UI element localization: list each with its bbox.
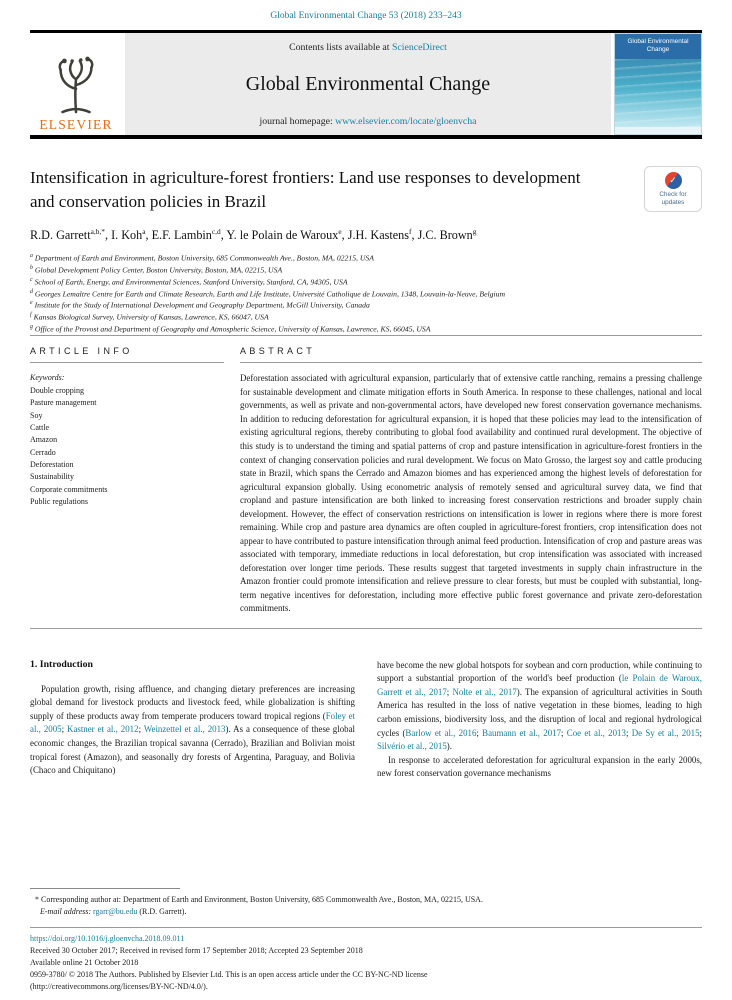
author-affiliation-marker: a,b,*: [90, 226, 105, 236]
author: [342, 228, 412, 242]
elsevier-tree-icon: [49, 56, 103, 116]
keywords-label: Keywords:: [30, 373, 65, 383]
license-url: (http://creativecommons.org/licenses/BY-NC-ND/4.0/).: [30, 982, 208, 991]
author-name[interactable]: I. Koh: [111, 227, 143, 242]
author-name[interactable]: J.C. Brown: [417, 227, 473, 242]
affiliation-marker: c: [30, 276, 33, 283]
affiliation-marker: a: [30, 252, 33, 259]
received-dates: Received 30 October 2017; Received in revised form 17 September 2018; Accepted 23 September 2018: [30, 946, 363, 955]
text-segment: ;: [61, 724, 68, 735]
citation-link[interactable]: Kastner et al., 2012: [67, 724, 139, 735]
homepage-line: [131, 116, 605, 127]
info-abstract-section: [30, 336, 702, 628]
citation-link[interactable]: le Polain de Waroux, Garrett et al., 2017: [377, 673, 702, 697]
text-segment: ;: [138, 724, 144, 735]
body-column-right: [377, 659, 702, 781]
citation-link[interactable]: Baumann et al., 2017: [482, 727, 562, 738]
abstract-column: [240, 346, 702, 616]
doi-link[interactable]: https://doi.org/10.1016/j.gloenvcha.2018.09.011: [30, 934, 185, 943]
keyword: Amazon: [30, 435, 58, 445]
affiliation-text: Office of the Provost and Department of Geography and Atmospheric Science, University of Kansas, Lawrence, KS, 66045, USA: [34, 324, 431, 334]
author-name[interactable]: R.D. Garrett: [30, 227, 91, 242]
email-line: [30, 906, 702, 918]
journal-ref-link[interactable]: Global Environmental Change 53 (2018) 233–243: [270, 11, 462, 21]
running-head: [30, 0, 702, 21]
affiliation-text: Global Development Policy Center, Boston University, Boston, MA, 02215, USA: [34, 265, 283, 275]
keyword: Cattle: [30, 422, 50, 432]
text-segment: have become the new global hotspots for soybean and corn production, while continuing to support a substantial proportion of the world's beef production (: [377, 659, 702, 684]
crossmark-icon: ✓: [665, 172, 682, 189]
intro-paragraph-1: [30, 683, 355, 778]
keyword: Double cropping: [30, 385, 84, 395]
keyword: Sustainability: [30, 472, 74, 482]
author-affiliation-marker: c,d: [211, 226, 221, 236]
elsevier-logo[interactable]: [30, 33, 122, 135]
authors-line: [30, 227, 702, 243]
contents-prefix: Contents lists available at: [289, 42, 392, 53]
affiliation-marker: b: [30, 264, 33, 271]
author-affiliation-marker: g: [472, 226, 477, 236]
article-title: Intensification in agriculture-forest frontiers: Land use responses to development and conservation policies in Brazil: [30, 168, 581, 211]
author: [105, 228, 146, 242]
affiliation-marker: f: [30, 312, 32, 319]
abstract-header: ABSTRACT: [240, 346, 702, 363]
keywords-list: [30, 385, 224, 509]
affiliation-line: [30, 288, 702, 300]
author-name[interactable]: E.F. Lambin: [151, 227, 212, 242]
author-affiliation-marker: a: [142, 226, 146, 236]
journal-title: Global Environmental Change: [245, 73, 491, 95]
intro-paragraph-2: In response to accelerated deforestation for agricultural expansion in the early 2000s, new forest conservation governance mechanisms: [377, 754, 702, 779]
affiliation-marker: d: [30, 288, 33, 295]
journal-header: [30, 33, 702, 135]
keyword: Public regulations: [30, 497, 88, 507]
citation-link[interactable]: Barlow et al., 2016: [405, 727, 477, 738]
body-column-left: [30, 659, 355, 781]
affiliation-text: Georges Lemaître Centre for Earth and Climate Research, Earth and Life Institute, Université Catholique de Louvain, 1348, Louvain-la-Neuve, Belgium: [34, 289, 505, 299]
available-online: Available online 21 October 2018: [30, 958, 139, 967]
author-affiliation-marker: e: [338, 226, 342, 236]
footnote-rule: [30, 888, 180, 889]
keyword: Corporate commitments: [30, 484, 108, 494]
email-suffix: (R.D. Garrett).: [137, 907, 187, 916]
affiliation-marker: g: [30, 324, 33, 331]
text-segment: ;: [699, 727, 703, 738]
article-info-header: ARTICLE INFO: [30, 346, 224, 363]
citation-link[interactable]: Weinzettel et al., 2013: [143, 724, 226, 735]
check-for-updates-badge[interactable]: [644, 166, 702, 212]
affiliation-line: [30, 276, 702, 288]
affiliations-list: [30, 252, 702, 336]
citation-link[interactable]: Foley et al., 2005: [30, 710, 355, 735]
text-segment: ;: [476, 727, 483, 738]
affiliation-marker: e: [30, 300, 33, 307]
footer-rule: [30, 927, 702, 928]
title-row: [30, 166, 702, 214]
author: [221, 228, 342, 242]
author: [30, 228, 105, 242]
abstract-text: Deforestation associated with agricultural expansion, particularly that of extensive cattle ranching, remains a pressing challenge for sustainable development and climate mitigation efforts in South America. In response to these challenges, national and local governments, as well as private and non-governmental actors, have developed new forest conservation governance mechanisms. In addition to reducing deforestation for agricultural expansion, it is hoped that these policies may lead to the intensification of existing agricultural regions, thereby contributing to global food availability and continued rural development. The objective of this study is to understand the timing and spatial patterns of crop and pasture intensification in agriculture-forest frontiers in the context of changing conservation policies and rural development. We focus on Mato Grosso, the largest soy and cattle producing state in Brazil, which spans the Cerrado and Amazon biomes and has experienced among the highest levels of deforestation for agricultural expansion globally. Using econometric analysis of remotely sensed and agricultural survey data, we find that cropland and pasture intensification are both linked to increasing forest conservation restrictions and broader supply chain development. However, the effect of conservation restrictions on intensification is lower in regions where there is more forest remaining. While crop and pasture area dynamics are often coupled in agriculture-forest frontiers, crop intensification does not appear to have contributed to pasture intensification through animal feed production. Intensification of crop and pasture areas was associated with temporary, immediate reductions in local deforestation, but crop intensification was associated with increased deforestation over longer time periods. These results suggest that targeted investments in supply chain infrastructure in the Amazon frontier could promote intensification and relieve pressure to clear forests, but must be coupled with substantial, long-term negative incentives for deforestation, including more effective public forest governance and private zero-deforestation commitments.: [240, 373, 702, 614]
email-link[interactable]: rgarr@bu.edu: [93, 907, 138, 916]
text-segment: ). As a consequence of these global economic changes, the Brazilian tropical savanna (Cerrado), Brazilian and Bolivian moist tropical forest (Amazon), and seasonally dry forests of Argentina, Paraguay, and Bolivia (Chaco and Chiquitano): [30, 724, 355, 776]
affiliation-line: [30, 299, 702, 311]
copyright-line: 0959-3780/ © 2018 The Authors. Published by Elsevier Ltd. This is an open access article under the CC BY-NC-ND license: [30, 970, 428, 979]
elsevier-wordmark: ELSEVIER: [39, 117, 113, 132]
affiliation-line: [30, 311, 702, 323]
text-segment: ).: [446, 741, 452, 752]
affiliation-text: Kansas Biological Survey, University of Kansas, Lawrence, KS, 66047, USA: [33, 312, 269, 322]
text-segment: ). The expansion of agricultural activities in South America has resulted in the loss of native vegetation in these biomes, leading to high carbon emissions, biodiversity loss, and the disruption of local and regional hydrological cycles (: [377, 686, 703, 738]
citation-link[interactable]: Silvério et al., 2015: [377, 741, 447, 752]
intro-paragraph-1-continued: [377, 659, 702, 754]
article-info-column: [30, 346, 224, 616]
author-affiliation-marker: f: [409, 226, 412, 236]
keyword: Soy: [30, 410, 43, 420]
affiliation-line: [30, 252, 702, 264]
cover-artwork: [615, 59, 701, 127]
author-name[interactable]: Y. le Polain de Waroux: [226, 227, 339, 242]
citation-link[interactable]: Coe et al., 2013: [566, 727, 626, 738]
cover-title: Global Environmental Change: [615, 34, 701, 59]
contents-line: [131, 42, 605, 53]
affiliation-text: Institute for the Study of International Development and Geography Department, McGill University, Canada: [34, 301, 370, 311]
citation-link[interactable]: Nolte et al., 2017: [452, 686, 517, 697]
text-segment: ;: [625, 727, 632, 738]
keyword: Cerrado: [30, 447, 56, 457]
section-heading: 1. Introduction: [30, 658, 93, 670]
body-text: [30, 659, 702, 781]
check-for-updates-label: Check for updates: [659, 190, 687, 206]
author-name[interactable]: J.H. Kastens: [347, 227, 409, 242]
affiliation-line: [30, 323, 702, 335]
journal-cover-thumbnail[interactable]: [614, 33, 702, 135]
text-segment: ;: [561, 727, 567, 738]
cover-footer-strip: [615, 127, 701, 134]
header-bottom-rule: [30, 135, 702, 139]
affiliation-text: Department of Earth and Environment, Boston University, 685 Commonwealth Ave., Boston, MA, 02215, USA: [34, 253, 374, 263]
sciencedirect-link[interactable]: ScienceDirect: [391, 42, 447, 53]
keyword: Deforestation: [30, 460, 74, 470]
author: [411, 228, 476, 242]
email-label: E-mail address:: [40, 907, 92, 916]
homepage-prefix: journal homepage:: [259, 116, 336, 127]
affiliation-line: [30, 264, 702, 276]
affiliation-text: School of Earth, Energy, and Environmental Sciences, Stanford University, Stanford, CA, 94305, USA: [34, 277, 348, 287]
journal-masthead: [125, 33, 611, 135]
keyword: Pasture management: [30, 398, 97, 408]
section-divider: [30, 628, 702, 629]
text-segment: Population growth, rising affluence, and changing dietary preferences are increasing global demand for livestock products and livestock feed, while globalization is shifting supply of these products away from temperate producers toward tropical regions (: [30, 683, 355, 721]
corresponding-author-footnote: * Corresponding author at: Department of Earth and Environment, Boston University, 685 Commonwealth Ave., Boston, MA, 02215, USA.: [35, 895, 483, 904]
journal-homepage-link[interactable]: www.elsevier.com/locate/gloenvcha: [335, 116, 477, 127]
text-segment: ;: [446, 686, 453, 697]
page-footer: [30, 888, 702, 993]
citation-link[interactable]: De Sy et al., 2015: [631, 727, 700, 738]
author: [146, 228, 221, 242]
